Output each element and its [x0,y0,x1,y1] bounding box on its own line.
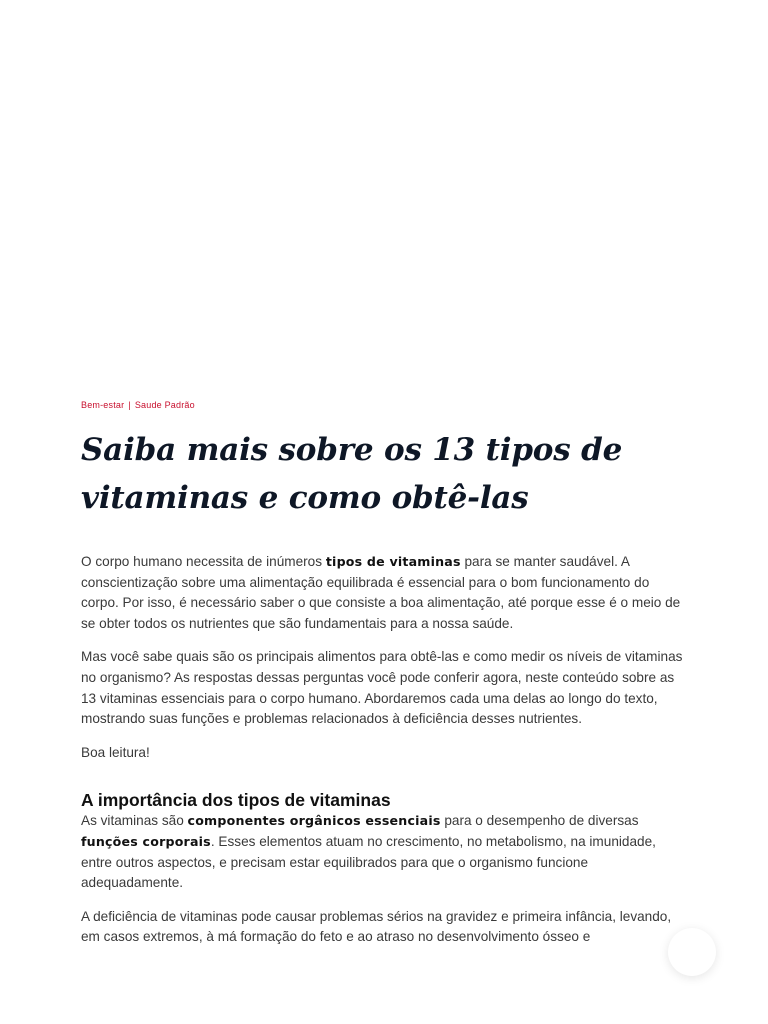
paragraph-boa-leitura: Boa leitura! [81,744,150,760]
section-heading: A importância dos tipos de vitaminas [81,790,391,811]
paragraph-question: Mas você sabe quais são os principais alimentos para obtê-las e como medir os níveis de vitaminas no organismo? As respostas dessas perguntas você pode conferir agora, neste conteúdo sobre as 13 vitaminas essenciais para o corpo humano. Abordaremos cada uma delas ao longo do texto, mostrando suas funções e problemas relacionados à deficiência desses nutrientes. [81,649,683,727]
breadcrumb [81,398,689,412]
breadcrumb-separator: | [128,400,131,410]
paragraph-vitamins-definition [81,811,689,893]
article [81,398,689,948]
breadcrumb-source-link[interactable]: Saude Padrão [134,400,195,410]
paragraph-intro [81,552,689,634]
article-body [81,552,689,948]
paragraph-text: As vitaminas são [81,813,188,829]
article-title: Saiba mais sobre os 13 tipos de vitaminas e como obtê-las [81,432,623,516]
paragraph-text: para se manter saudável. A conscientização sobre uma alimentação equilibrada é essencial para o bom funcionamento do corpo. Por isso, é necessário saber o que consiste a boa alimentação, até porque esse é o meio de se obter todos os nutrientes que são fundamentais para a nossa saúde. [81,554,681,631]
bold-term: tipos de vitaminas [325,554,461,569]
floating-action-button[interactable] [668,928,716,976]
hero-image-area [0,0,768,396]
paragraph-text: . Esses elementos atuam no crescimento, no metabolismo, na imunidade, entre outros aspectos, e precisam estar equilibrados para que o organismo funcione adequadamente. [81,833,656,891]
breadcrumb-category-link[interactable]: Bem-estar [81,400,125,410]
bold-term: funções corporais [81,833,211,849]
paragraph-deficiency: A deficiência de vitaminas pode causar problemas sérios na gravidez e primeira infância, levando, em casos extremos, à má formação do feto e ao atraso no desenvolvimento ósseo e [81,908,672,945]
paragraph-text: O corpo humano necessita de inúmeros [81,554,326,569]
bold-term: componentes orgânicos essenciais [187,813,441,829]
paragraph-text: para o desempenho de diversas [440,813,639,829]
